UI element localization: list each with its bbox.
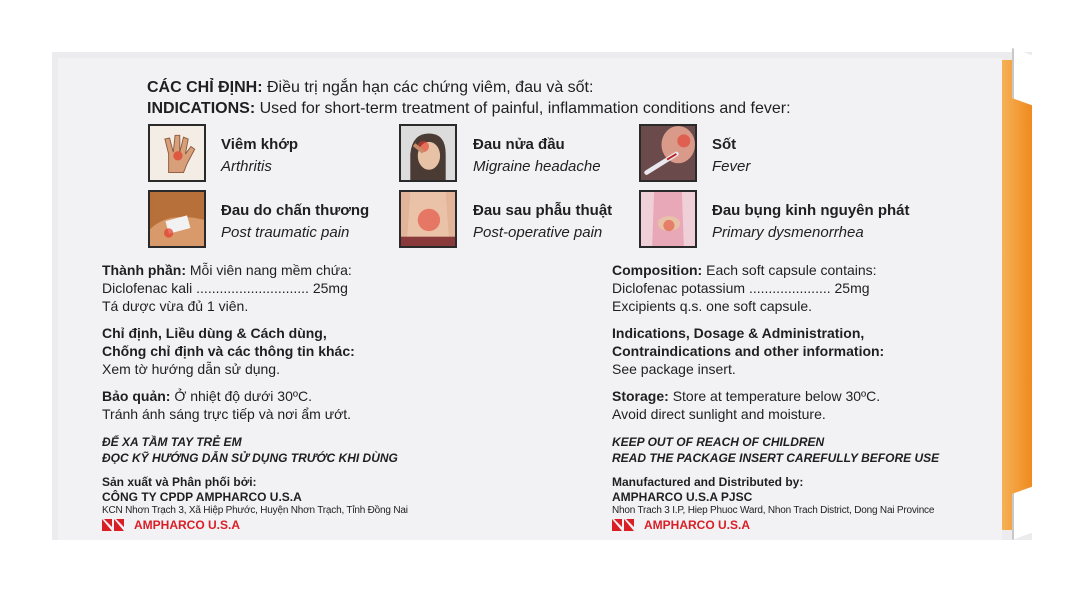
warning-read-insert-vi: ĐỌC KỸ HƯỚNG DẪN SỬ DỤNG TRƯỚC KHI DÙNG bbox=[102, 451, 398, 465]
brand-logo-en: AMPHARCO U.S.A bbox=[612, 518, 750, 532]
brand-mark-icon bbox=[102, 519, 128, 531]
indication-fever: Sốt Fever bbox=[712, 136, 751, 175]
storage-text-vi: Tránh ánh sáng trực tiếp và nơi ẩm ướt. bbox=[102, 406, 352, 422]
indication-post-traumatic: Đau do chấn thương Post traumatic pain bbox=[221, 202, 370, 241]
ingredient-en: Diclofenac potassium ..................... 25mg bbox=[612, 280, 870, 296]
indication-dysmenorrhea: Đau bụng kinh nguyên phát Primary dysmenorrhea bbox=[712, 202, 910, 241]
hand-arthritis-icon bbox=[148, 124, 206, 182]
composition-en: Composition: Each soft capsule contains: bbox=[612, 262, 877, 278]
warning-children-vi: ĐỂ XA TẦM TAY TRẺ EM bbox=[102, 435, 242, 449]
manufacturer-address-en: Nhon Trach 3 I.P, Hiep Phuoc Ward, Nhon Trach District, Dong Nai Province bbox=[612, 505, 935, 516]
storage-text-en: Avoid direct sunlight and moisture. bbox=[612, 406, 826, 422]
indication-migraine: Đau nửa đầu Migraine headache bbox=[473, 136, 601, 175]
manufacturer-label-en: Manufactured and Distributed by: bbox=[612, 475, 804, 489]
composition-vi: Thành phần: Mỗi viên nang mềm chứa: bbox=[102, 262, 352, 278]
manufacturer-name-vi: CÔNG TY CPDP AMPHARCO U.S.A bbox=[102, 490, 302, 504]
manufacturer-address-vi: KCN Nhơn Trạch 3, Xã Hiệp Phước, Huyện Nhơn Trạch, Tỉnh Đồng Nai bbox=[102, 505, 408, 516]
brand-logo-vi: AMPHARCO U.S.A bbox=[102, 518, 240, 532]
brand-mark-icon bbox=[612, 519, 638, 531]
warning-children-en: KEEP OUT OF REACH OF CHILDREN bbox=[612, 435, 825, 449]
back-pain-icon bbox=[399, 190, 457, 248]
indication-arthritis: Viêm khớp Arthritis bbox=[221, 136, 299, 175]
excipient-en: Excipients q.s. one soft capsule. bbox=[612, 298, 812, 314]
warning-read-insert-en: READ THE PACKAGE INSERT CAREFULLY BEFORE USE bbox=[612, 451, 940, 465]
injury-icon bbox=[148, 190, 206, 248]
ingredient-vi: Diclofenac kali ............................. 25mg bbox=[102, 280, 348, 296]
box-flap-top bbox=[1012, 48, 1034, 106]
excipient-vi: Tá dược vừa đủ 1 viên. bbox=[102, 298, 249, 314]
dosage-text-en: See package insert. bbox=[612, 361, 736, 377]
indication-post-operative: Đau sau phẫu thuật Post-operative pain bbox=[473, 202, 613, 241]
dosage-heading-en-1: Indications, Dosage & Administration, bbox=[612, 325, 865, 341]
orange-side-strip bbox=[1000, 60, 1032, 530]
storage-en: Storage: Store at temperature below 30ºC. bbox=[612, 388, 881, 404]
dosage-heading-en-2: Contraindications and other information: bbox=[612, 343, 885, 359]
indications-heading-vi: CÁC CHỈ ĐỊNH: Điều trị ngắn hạn các chứng viêm, đau và sốt: bbox=[147, 79, 594, 96]
dosage-text-vi: Xem tờ hướng dẫn sử dụng. bbox=[102, 361, 280, 377]
abdominal-pain-icon bbox=[639, 190, 697, 248]
indications-heading-en: INDICATIONS: Used for short-term treatment of painful, inflammation conditions and fever: bbox=[147, 100, 791, 117]
manufacturer-label-vi: Sản xuất và Phân phối bởi: bbox=[102, 475, 257, 489]
manufacturer-name-en: AMPHARCO U.S.A PJSC bbox=[612, 490, 753, 504]
dosage-heading-vi-2: Chống chỉ định và các thông tin khác: bbox=[102, 343, 355, 359]
box-flap-bottom bbox=[1012, 486, 1034, 540]
storage-vi: Bảo quản: Ở nhiệt độ dưới 30ºC. bbox=[102, 388, 312, 404]
migraine-icon bbox=[399, 124, 457, 182]
thermometer-fever-icon bbox=[639, 124, 697, 182]
dosage-heading-vi-1: Chỉ định, Liều dùng & Cách dùng, bbox=[102, 325, 327, 341]
